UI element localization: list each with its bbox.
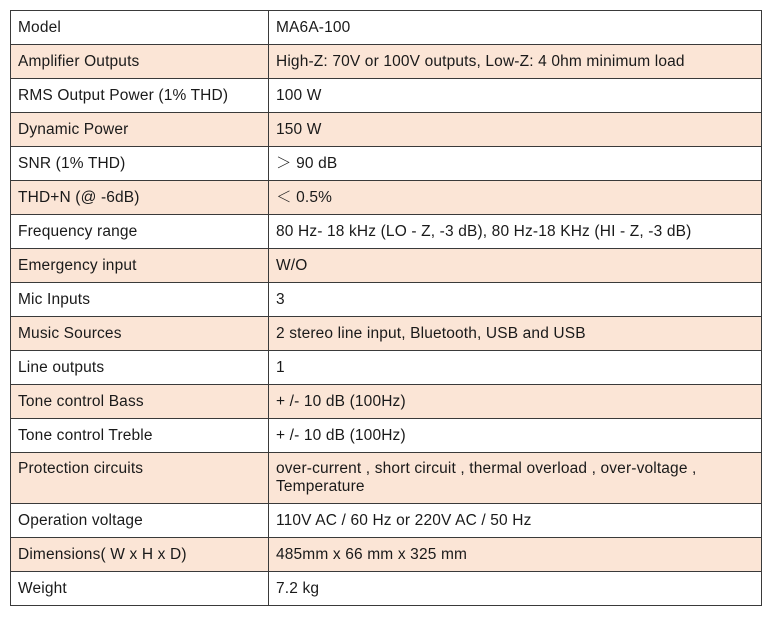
spec-value: ＜ 0.5% bbox=[269, 181, 762, 215]
spec-row-tone-bass bbox=[11, 385, 762, 419]
spec-value: + /- 10 dB (100Hz) bbox=[269, 419, 762, 453]
spec-label: Amplifier Outputs bbox=[11, 45, 269, 79]
spec-label: Mic Inputs bbox=[11, 283, 269, 317]
spec-row-line-outputs bbox=[11, 351, 762, 385]
spec-value: 7.2 kg bbox=[269, 572, 762, 606]
spec-row-snr bbox=[11, 147, 762, 181]
spec-value: 110V AC / 60 Hz or 220V AC / 50 Hz bbox=[269, 504, 762, 538]
spec-value: 485mm x 66 mm x 325 mm bbox=[269, 538, 762, 572]
spec-label: Protection circuits bbox=[11, 453, 269, 504]
spec-label: Operation voltage bbox=[11, 504, 269, 538]
spec-value: over-current , short circuit , thermal overload , over-voltage , Temperature bbox=[269, 453, 762, 504]
spec-row-operation-voltage bbox=[11, 504, 762, 538]
spec-table bbox=[10, 10, 762, 606]
spec-value: 80 Hz- 18 kHz (LO - Z, -3 dB), 80 Hz-18 KHz (HI - Z, -3 dB) bbox=[269, 215, 762, 249]
spec-value: High-Z: 70V or 100V outputs, Low-Z: 4 0hm minimum load bbox=[269, 45, 762, 79]
spec-label: Model bbox=[11, 11, 269, 45]
spec-row-dimensions bbox=[11, 538, 762, 572]
spec-label: Emergency input bbox=[11, 249, 269, 283]
spec-value: 100 W bbox=[269, 79, 762, 113]
spec-value: MA6A-100 bbox=[269, 11, 762, 45]
spec-value: 1 bbox=[269, 351, 762, 385]
spec-row-mic-inputs bbox=[11, 283, 762, 317]
spec-value: 2 stereo line input, Bluetooth, USB and USB bbox=[269, 317, 762, 351]
spec-value: W/O bbox=[269, 249, 762, 283]
spec-value: 150 W bbox=[269, 113, 762, 147]
spec-row-model bbox=[11, 11, 762, 45]
spec-row-frequency-range bbox=[11, 215, 762, 249]
spec-value: + /- 10 dB (100Hz) bbox=[269, 385, 762, 419]
spec-row-tone-treble bbox=[11, 419, 762, 453]
spec-row-thd-n bbox=[11, 181, 762, 215]
spec-row-amplifier-outputs bbox=[11, 45, 762, 79]
spec-row-rms-output-power bbox=[11, 79, 762, 113]
spec-label: Line outputs bbox=[11, 351, 269, 385]
spec-label: RMS Output Power (1% THD) bbox=[11, 79, 269, 113]
spec-label: THD+N (@ -6dB) bbox=[11, 181, 269, 215]
spec-label: Frequency range bbox=[11, 215, 269, 249]
spec-label: Weight bbox=[11, 572, 269, 606]
spec-label: Music Sources bbox=[11, 317, 269, 351]
spec-row-weight bbox=[11, 572, 762, 606]
spec-row-dynamic-power bbox=[11, 113, 762, 147]
spec-value: ＞ 90 dB bbox=[269, 147, 762, 181]
spec-label: Dimensions( W x H x D) bbox=[11, 538, 269, 572]
spec-row-music-sources bbox=[11, 317, 762, 351]
spec-label: Tone control Bass bbox=[11, 385, 269, 419]
spec-label: Dynamic Power bbox=[11, 113, 269, 147]
spec-label: Tone control Treble bbox=[11, 419, 269, 453]
spec-label: SNR (1% THD) bbox=[11, 147, 269, 181]
spec-row-emergency-input bbox=[11, 249, 762, 283]
spec-row-protection-circuits bbox=[11, 453, 762, 504]
spec-value: 3 bbox=[269, 283, 762, 317]
